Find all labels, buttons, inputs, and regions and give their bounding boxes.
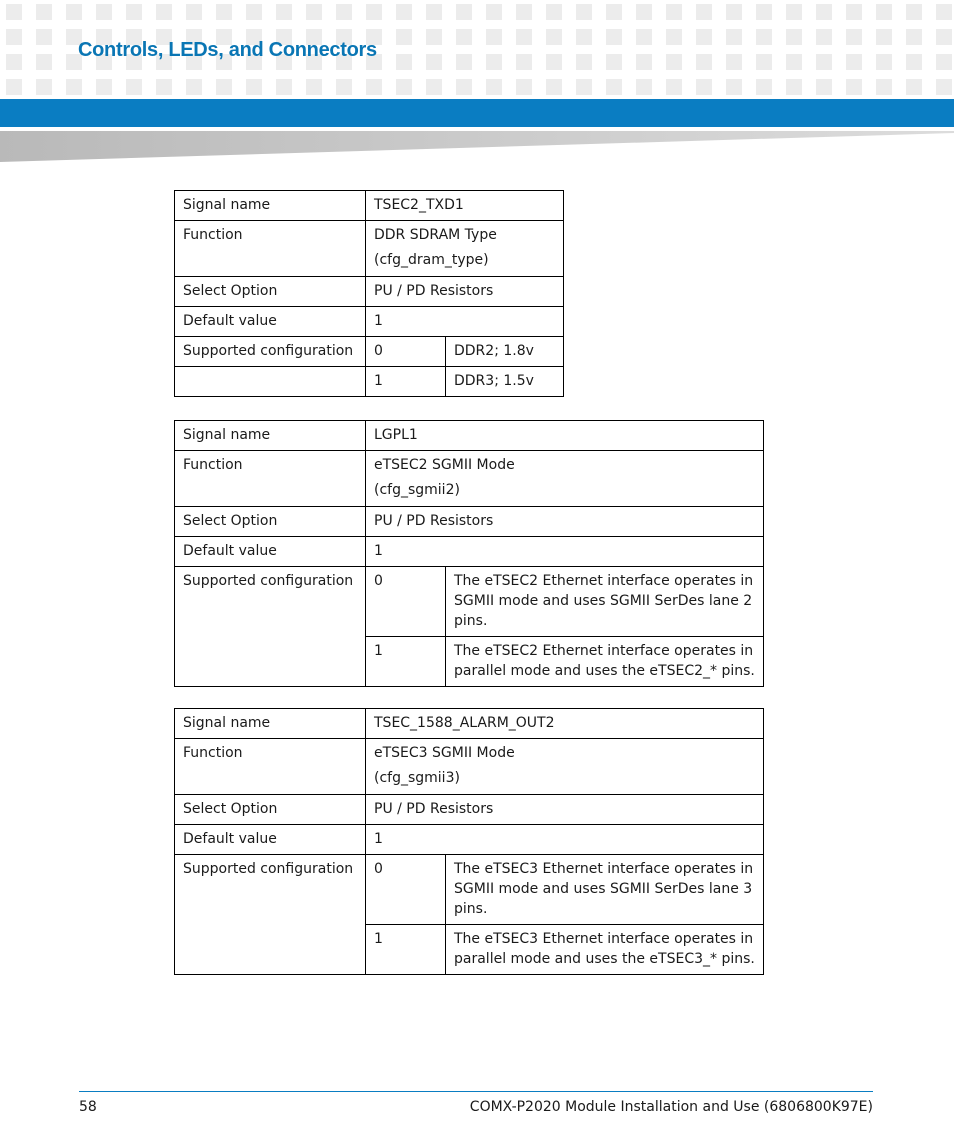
header-pattern-square <box>876 79 892 95</box>
header-pattern-square <box>396 29 412 45</box>
table-row <box>175 307 564 337</box>
table-row <box>175 739 764 795</box>
header-pattern-square <box>666 29 682 45</box>
option-value: 1 <box>366 925 446 975</box>
header-pattern-square <box>936 79 952 95</box>
header-pattern-square <box>906 29 922 45</box>
header-pattern-square <box>366 4 382 20</box>
header-pattern-square <box>786 4 802 20</box>
header-pattern-square <box>36 4 52 20</box>
option-value: 0 <box>366 855 446 925</box>
function-name: eTSEC2 SGMII Mode <box>374 457 515 473</box>
header-pattern-square <box>576 29 592 45</box>
header-pattern-square <box>456 29 472 45</box>
select-option-value: PU / PD Resistors <box>366 795 764 825</box>
table-row <box>175 709 764 739</box>
option-description: The eTSEC2 Ethernet interface operates in SGMII mode and uses SGMII SerDes lane 2 pins. <box>446 567 764 637</box>
table-row <box>175 451 764 507</box>
table-row <box>175 221 564 277</box>
header-pattern-square <box>456 54 472 70</box>
select-option-label: Select Option <box>175 795 366 825</box>
header-pattern-square <box>756 54 772 70</box>
header-pattern-square <box>576 4 592 20</box>
default-value-label: Default value <box>175 825 366 855</box>
header-pattern-square <box>606 4 622 20</box>
header-pattern-square <box>666 54 682 70</box>
header-pattern-square <box>516 29 532 45</box>
option-value: 1 <box>366 367 446 397</box>
select-option-label: Select Option <box>175 277 366 307</box>
header-pattern-square <box>426 29 442 45</box>
header-pattern-square <box>636 29 652 45</box>
header-pattern-square <box>726 79 742 95</box>
option-description: DDR2; 1.8v <box>446 337 564 367</box>
option-value: 1 <box>366 637 446 687</box>
header-pattern-square <box>876 4 892 20</box>
header-pattern-square <box>426 4 442 20</box>
header-pattern-square <box>516 54 532 70</box>
header-pattern-square <box>636 4 652 20</box>
header-pattern-square <box>636 54 652 70</box>
table-row <box>175 537 764 567</box>
header-pattern-square <box>606 54 622 70</box>
header-pattern-square <box>846 29 862 45</box>
function-config: (cfg_sgmii3) <box>374 770 460 786</box>
header-pattern-square <box>756 4 772 20</box>
page-title: Controls, LEDs, and Connectors <box>78 39 377 61</box>
header-pattern-square <box>786 54 802 70</box>
supported-config-label: Supported configuration <box>175 855 366 975</box>
header-pattern-square <box>486 79 502 95</box>
header-pattern-square <box>186 4 202 20</box>
function-config: (cfg_sgmii2) <box>374 482 460 498</box>
header-pattern-square <box>546 79 562 95</box>
header-pattern-square <box>66 79 82 95</box>
header-pattern-square <box>696 79 712 95</box>
header-pattern-square <box>816 4 832 20</box>
header-pattern-square <box>816 29 832 45</box>
header-pattern-square <box>756 29 772 45</box>
header-pattern-square <box>306 4 322 20</box>
header-pattern-square <box>156 79 172 95</box>
header-pattern-square <box>846 4 862 20</box>
header-pattern-square <box>486 54 502 70</box>
header-pattern-square <box>936 54 952 70</box>
supported-config-label: Supported configuration <box>175 567 366 687</box>
header-pattern-square <box>366 79 382 95</box>
header-pattern-square <box>6 79 22 95</box>
header-pattern-square <box>636 79 652 95</box>
header-pattern-square <box>666 4 682 20</box>
header-pattern-square <box>306 79 322 95</box>
header-pattern-square <box>396 79 412 95</box>
option-description: The eTSEC2 Ethernet interface operates in parallel mode and uses the eTSEC2_* pins. <box>446 637 764 687</box>
header-pattern-square <box>666 79 682 95</box>
header-pattern-square <box>456 4 472 20</box>
function-name: eTSEC3 SGMII Mode <box>374 745 515 761</box>
header-pattern-square <box>96 4 112 20</box>
signal-name-label: Signal name <box>175 421 366 451</box>
default-value: 1 <box>366 537 764 567</box>
function-config: (cfg_dram_type) <box>374 252 489 268</box>
header-pattern-square <box>876 54 892 70</box>
table-row <box>175 855 764 925</box>
table-row <box>175 367 564 397</box>
header-pattern-square <box>786 79 802 95</box>
header-pattern-square <box>396 54 412 70</box>
signal-name-value: LGPL1 <box>366 421 764 451</box>
header-pattern-square <box>696 29 712 45</box>
header-pattern-square <box>486 4 502 20</box>
table-row <box>175 421 764 451</box>
function-name: DDR SDRAM Type <box>374 227 497 243</box>
select-option-value: PU / PD Resistors <box>366 507 764 537</box>
header-pattern-square <box>726 4 742 20</box>
header-pattern-square <box>6 29 22 45</box>
header-pattern-square <box>216 79 232 95</box>
config-table-tsec-1588-alarm-out2 <box>174 708 764 975</box>
function-value <box>366 451 764 507</box>
table-row <box>175 795 764 825</box>
header-pattern-square <box>786 29 802 45</box>
signal-name-label: Signal name <box>175 191 366 221</box>
select-option-label: Select Option <box>175 507 366 537</box>
header-pattern-square <box>486 29 502 45</box>
header-pattern-square <box>276 79 292 95</box>
default-value: 1 <box>366 825 764 855</box>
config-table-tsec2-txd1 <box>174 190 564 397</box>
default-value-label: Default value <box>175 537 366 567</box>
table-row <box>175 277 564 307</box>
header-pattern-square <box>846 54 862 70</box>
header-pattern-square <box>546 4 562 20</box>
header-pattern-square <box>906 4 922 20</box>
header-pattern-square <box>696 54 712 70</box>
header-pattern-square <box>606 29 622 45</box>
header-pattern-square <box>906 54 922 70</box>
table-row <box>175 825 764 855</box>
header-pattern-square <box>726 29 742 45</box>
header-pattern-square <box>6 4 22 20</box>
default-value-label: Default value <box>175 307 366 337</box>
header-pattern-square <box>726 54 742 70</box>
header-pattern-square <box>576 79 592 95</box>
header-pattern-square <box>756 79 772 95</box>
header-pattern-square <box>576 54 592 70</box>
function-label: Function <box>175 221 366 277</box>
option-description: The eTSEC3 Ethernet interface operates in SGMII mode and uses SGMII SerDes lane 3 pins. <box>446 855 764 925</box>
option-description: DDR3; 1.5v <box>446 367 564 397</box>
empty-cell <box>175 367 366 397</box>
default-value: 1 <box>366 307 564 337</box>
header-pattern-square <box>336 79 352 95</box>
footer-rule <box>79 1091 873 1092</box>
header-pattern-square <box>816 79 832 95</box>
header-pattern-square <box>546 29 562 45</box>
header-pattern-square <box>456 79 472 95</box>
header-pattern-square <box>36 79 52 95</box>
function-value <box>366 221 564 277</box>
header-pattern-square <box>516 79 532 95</box>
header-pattern-square <box>66 4 82 20</box>
function-label: Function <box>175 451 366 507</box>
header-pattern-square <box>816 54 832 70</box>
header-pattern-square <box>696 4 712 20</box>
header-pattern-square <box>36 54 52 70</box>
signal-name-value: TSEC_1588_ALARM_OUT2 <box>366 709 764 739</box>
option-value: 0 <box>366 567 446 637</box>
header-pattern-square <box>846 79 862 95</box>
option-value: 0 <box>366 337 446 367</box>
header-pattern-square <box>246 4 262 20</box>
header-pattern-square <box>186 79 202 95</box>
header-pattern-square <box>126 4 142 20</box>
header-wedge <box>0 131 954 164</box>
config-table-lgpl1 <box>174 420 764 687</box>
header-pattern-square <box>6 54 22 70</box>
function-label: Function <box>175 739 366 795</box>
function-value <box>366 739 764 795</box>
option-description: The eTSEC3 Ethernet interface operates in parallel mode and uses the eTSEC3_* pins. <box>446 925 764 975</box>
header-pattern-square <box>516 4 532 20</box>
header-pattern-square <box>156 4 172 20</box>
page-number: 58 <box>79 1099 97 1115</box>
table-row <box>175 191 564 221</box>
header-pattern-square <box>36 29 52 45</box>
signal-name-label: Signal name <box>175 709 366 739</box>
document-title: COMX-P2020 Module Installation and Use (6806800K97E) <box>469 1099 873 1115</box>
header-pattern-square <box>426 54 442 70</box>
header-pattern-square <box>216 4 232 20</box>
header-pattern-square <box>906 79 922 95</box>
header-pattern-square <box>126 79 142 95</box>
header-pattern-square <box>426 79 442 95</box>
header-pattern-square <box>396 4 412 20</box>
header-pattern-square <box>246 79 262 95</box>
header-pattern-square <box>336 4 352 20</box>
header-pattern-square <box>876 29 892 45</box>
table-row <box>175 567 764 637</box>
table-row <box>175 507 764 537</box>
header-pattern-square <box>936 29 952 45</box>
table-row <box>175 337 564 367</box>
header-pattern-square <box>546 54 562 70</box>
select-option-value: PU / PD Resistors <box>366 277 564 307</box>
header-band <box>0 99 954 127</box>
header-pattern-square <box>96 79 112 95</box>
header-pattern-square <box>276 4 292 20</box>
header-pattern-square <box>606 79 622 95</box>
header-pattern-square <box>936 4 952 20</box>
signal-name-value: TSEC2_TXD1 <box>366 191 564 221</box>
supported-config-label: Supported configuration <box>175 337 366 367</box>
